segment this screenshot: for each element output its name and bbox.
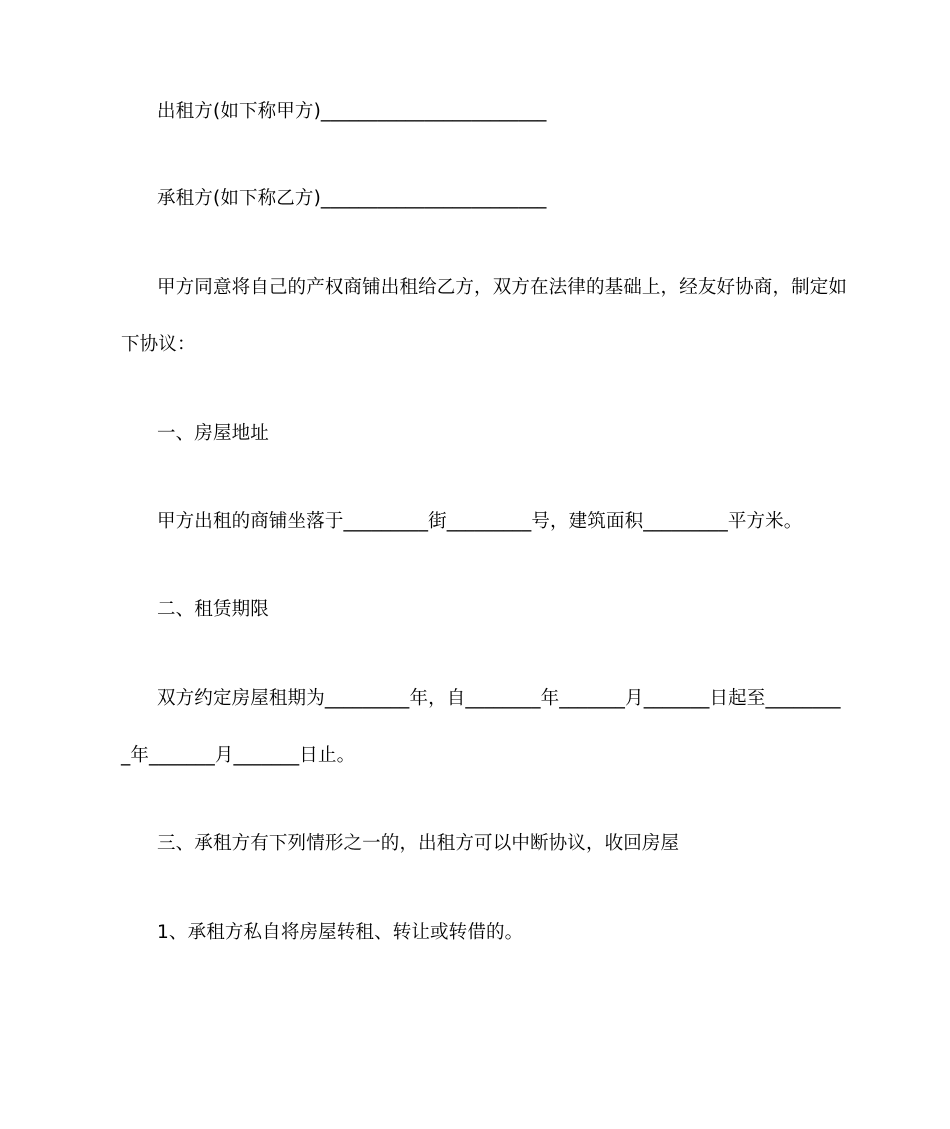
section-3-item-1: 1、承租方私自将房屋转租、转让或转借的。 [157, 922, 524, 943]
section-2-text-line-1: 双方约定房屋租期为_________年，自________年_______月_______日起至________ [157, 688, 841, 709]
section-3-heading: 三、承租方有下列情形之一的，出租方可以中断协议，收回房屋 [157, 833, 680, 854]
intro-paragraph-line-1: 甲方同意将自己的产权商铺出租给乙方，双方在法律的基础上，经友好协商，制定如 [157, 277, 848, 298]
lessee-line: 承租方(如下称乙方)________________________ [157, 188, 547, 209]
section-2-heading: 二、租赁期限 [157, 599, 269, 620]
section-1-heading: 一、房屋地址 [157, 423, 269, 444]
section-2-text-line-2: _年_______月_______日止。 [121, 745, 356, 766]
intro-paragraph-line-2: 下协议： [121, 334, 196, 355]
lessor-line: 出租方(如下称甲方)________________________ [157, 101, 547, 122]
section-1-text: 甲方出租的商铺坐落于_________街_________号，建筑面积_________平方米。 [157, 511, 803, 532]
